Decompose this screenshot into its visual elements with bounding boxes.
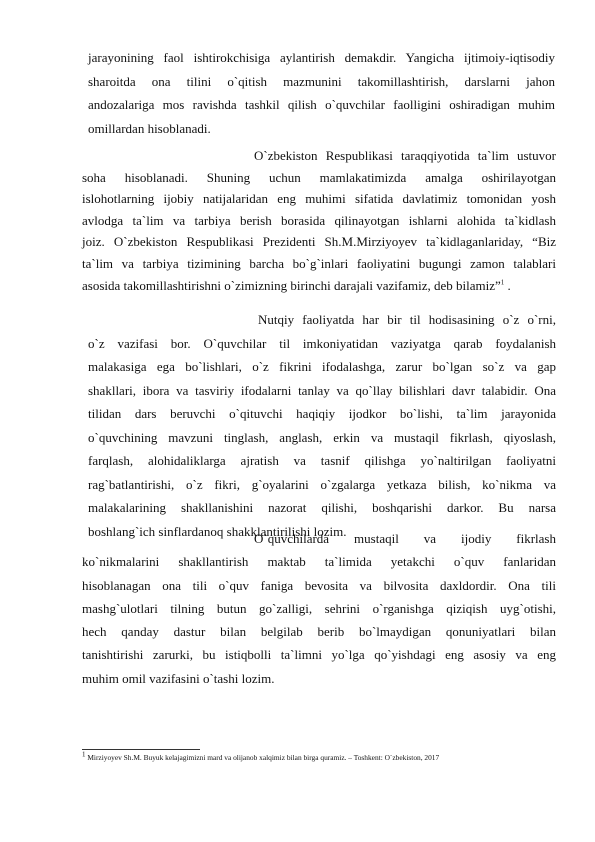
text-line: sharoitda ona tilini o`qitish mazmunini takomillashtirish, darslarni jahon <box>88 73 555 89</box>
text-line: O`zbekiston Respublikasi taraqqiyotida ta`lim ustuvor <box>254 148 556 163</box>
text-line: avlodga ta`lim va tarbiya berish borasida qilinayotgan ishlarni alohida ta`kidlash <box>82 212 556 228</box>
text-line: asosida takomillashtirishni o`zimizning birinchi darajali vazifamiz, deb bilamiz” <box>82 277 501 293</box>
paragraph-1 <box>88 46 555 140</box>
text-line: malakalarining shakllanishini nazorat qilishi, boshqarishi darkor. Bu narsa <box>88 500 556 515</box>
text-line: hech qanday dastur bilan belgilab berib bo`lmaydigan qonuniyatlari bilan <box>82 624 556 640</box>
text-line-with-footnote <box>82 275 556 297</box>
footnote-mark: 1 <box>82 750 86 759</box>
text-line: ta`lim va tarbiya tizimining barcha bo`g`inlari faoliyatini bugungi zamon talablari <box>82 255 556 271</box>
paragraph-2 <box>82 145 556 296</box>
text-line: shakllari, ibora va tasviriy ifodalarni tanlay va qo`llay bilishlari davr talabidir. Ona <box>88 382 556 398</box>
text-line: malakasiga ega bo`lishlari, o`z fikrini ifodalashga, zarur bo`lgan so`z va gap <box>88 359 556 374</box>
text-line: mashg`ulotlari tilning butun go`zalligi, sehrini o`rganishga qiziqish uyg`otishi, <box>82 600 556 616</box>
text-line: muhim omil vazifasini o`tashi lozim. <box>82 670 275 686</box>
paragraph-4 <box>82 527 556 690</box>
text-line: o`quvchining mavzuni tinglash, anglash, erkin va mustaqil fikrlash, qiyoslash, <box>88 429 556 445</box>
text-line: Nutqiy faoliyatda har bir til hodisasining o`z o`rni, <box>258 312 556 327</box>
text-line: farqlash, alohidaliklarga ajratish va tasnif qilishga yo`naltirilgan faoliyatni <box>88 453 556 468</box>
text-line: O`quvchilarda mustaqil va ijodiy fikrlash <box>254 531 556 546</box>
text-line: boshlang`ich sinflardanoq shakklantirilishi lozim. <box>88 523 347 539</box>
text-line: rag`batlantirishi, o`z fikri, g`oyalarini o`zgalarga yetkaza bilish, ko`nikma va <box>88 476 556 492</box>
text-line: andozalariga mos ravishda tashkil qilish o`quvchilar faolligini oshiradigan muhim <box>88 97 555 112</box>
footnote-divider <box>82 749 200 750</box>
footnote-text: Mirziyoyev Sh.M. Buyuk kelajagimizni mard va olijanob xalqimiz bilan birga quramiz. – Toshkent: O`zbekiston, 2017 <box>85 753 440 762</box>
text-line: joiz. O`zbekiston Respublikasi Prezidenti Sh.M.Mirziyoyev ta`kidlaganlariday, “Biz <box>82 234 556 250</box>
paragraph-3 <box>88 308 556 543</box>
text-line: hisoblanagan ona tili o`quv faniga bevosita va bilvosita daxldordir. Ona tili <box>82 577 556 593</box>
footnote <box>82 750 440 762</box>
footnote-reference[interactable]: 1 <box>500 278 505 287</box>
text-line: tanishtirishi zarurki, bu istiqbolli ta`limni yo`lga qo`yishdagi eng asosiy va eng <box>82 647 556 663</box>
text-line: soha hisoblanadi. Shuning uchun mamlakatimizda amalga oshirilayotgan <box>82 169 556 185</box>
text-line: tilidan dars beruvchi o`qituvchi haqiqiy ijodkor bo`lishi, ta`lim jarayonida <box>88 406 556 421</box>
text-line: jarayonining faol ishtirokchisiga aylantirish demakdir. Yangicha ijtimoiy-iqtisodiy <box>88 50 555 65</box>
text-line-tail: . <box>504 277 511 293</box>
text-line: ko`nikmalarini shakllantirish maktab ta`limida yetakchi o`quv fanlaridan <box>82 554 556 570</box>
text-line: o`z vazifasi bor. O`quvchilar til imkoniyatidan vaziyatga qarab foydalanish <box>88 335 556 351</box>
text-line: omillardan hisoblanadi. <box>88 120 211 136</box>
text-line: islohotlarning ijobiy natijalaridan eng muhimi sifatida davlatimiz tomonidan yosh <box>82 191 556 207</box>
